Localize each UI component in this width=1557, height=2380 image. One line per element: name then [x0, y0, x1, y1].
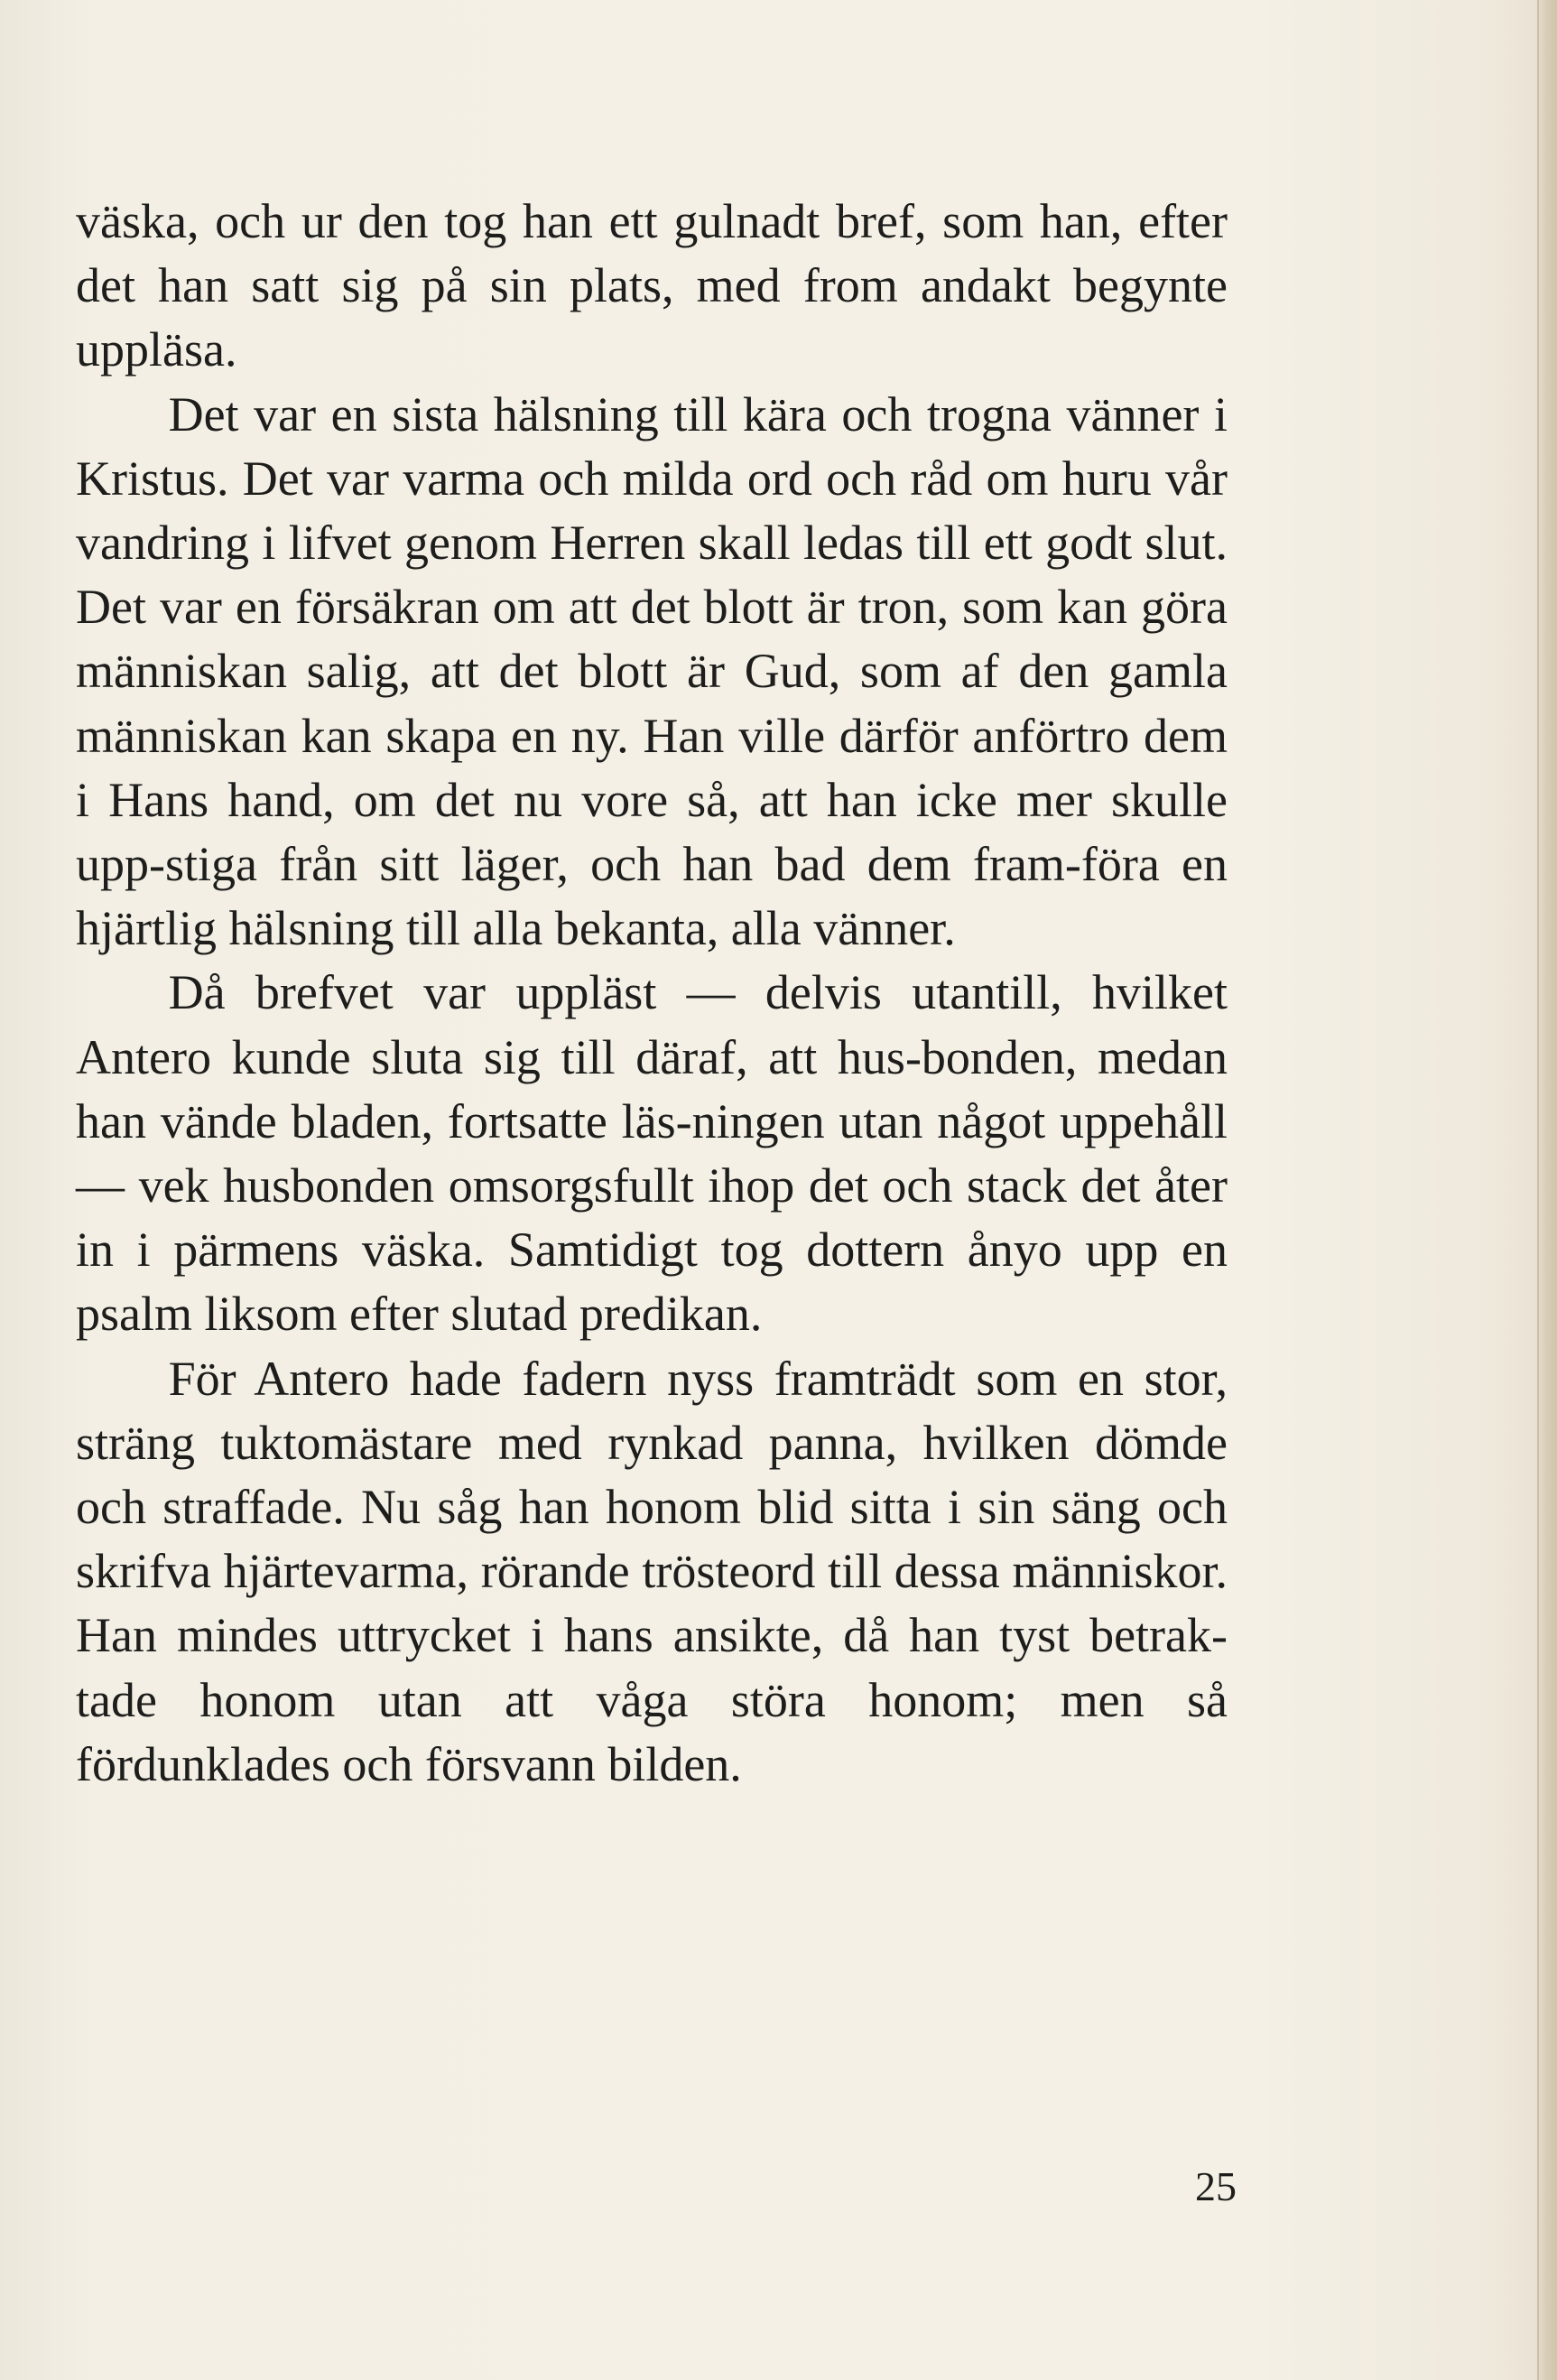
- page-edge: [1537, 0, 1557, 2380]
- paragraph-1: väska, och ur den tog han ett gulnadt bref, som han, efter det han satt sig på sin plats, med from andakt begynte uppläsa.: [76, 194, 1228, 377]
- paragraph-2: Det var en sista hälsning till kära och trogna vänner i Kristus. Det var varma och milda ord och råd om huru vår vandring i lifvet genom Herren skall ledas till ett godt slut. Det var en försäkran om att det blott är tron, som kan göra människan salig, att det blott är Gud, som af den gamla människan kan skapa en ny. Han ville därför anförtro dem i Hans hand, om det nu vore så, att han icke mer skulle upp-stiga från sitt läger, och han bad dem fram-föra en hjärtlig hälsning till alla bekanta, alla vänner.: [76, 386, 1228, 956]
- page-number: 25: [1195, 2163, 1237, 2209]
- body-text: [76, 190, 1228, 1797]
- paragraph-4: För Antero hade fadern nyss framträdt som en stor, sträng tuktomästare med rynkad panna, hvilken dömde och straffade. Nu såg han honom blid sitta i sin säng och skrifva hjärtevarma, rörande trösteord till dessa människor. Han mindes uttrycket i hans ansikte, då han tyst betrak-tade honom utan att våga störa honom; men så fördunklades och försvann bilden.: [76, 1351, 1228, 1791]
- paragraph-3: Då brefvet var uppläst — delvis utantill, hvilket Antero kunde sluta sig till däraf, att hus-bonden, medan han vände bladen, fortsatte läs-ningen utan något uppehåll — vek husbonden omsorgsfullt ihop det och stack det åter in i pärmens väska. Samtidigt tog dottern ånyo upp en psalm liksom efter slutad predikan.: [76, 965, 1228, 1342]
